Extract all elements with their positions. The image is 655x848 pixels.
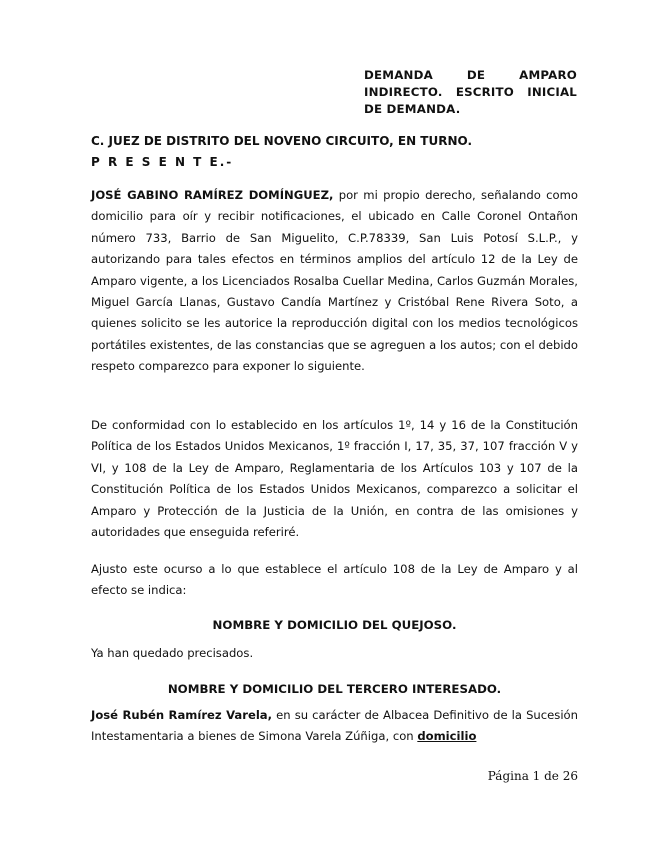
- section-heading-quejoso: NOMBRE Y DOMICILIO DEL QUEJOSO.: [212, 618, 457, 632]
- complainant-name: JOSÉ GABINO RAMÍREZ DOMÍNGUEZ,: [91, 188, 334, 202]
- section-text-quejoso: Ya han quedado precisados.: [91, 646, 254, 660]
- domicilio-underlined: domicilio: [417, 729, 477, 744]
- addressee-line: C. JUEZ DE DISTRITO DEL NOVENO CIRCUITO, EN TURNO.: [91, 134, 473, 148]
- document-title: DEMANDA DE AMPARO INDIRECTO. ESCRITO INICIAL DE DEMANDA.: [364, 68, 577, 116]
- legal-basis-paragraph: De conformidad con lo establecido en los artículos 1º, 14 y 16 de la Constitución Política de los Estados Unidos Mexicanos, 1º fracción I, 17, 35, 37, 107 fracción V y VI, y 108 de la Ley de Amparo, Reglamentaria de los Artículos 103 y 107 de la Constitución Política de los Estados Unidos Mexicanos, comparezco a solicitar el Amparo y Protección de la Justicia de la Unión, en contra de las omisiones y autoridades que enseguida referiré.: [91, 418, 578, 540]
- presente-line: P R E S E N T E.-: [91, 155, 234, 169]
- adjustment-paragraph: Ajusto este ocurso a lo que establece el artículo 108 de la Ley de Amparo y al efecto se indica:: [91, 562, 578, 598]
- intro-text: por mi propio derecho, señalando como domicilio para oír y recibir notificaciones, el ubicado en Calle Coronel Ontañon número 733, Barrio de San Miguelito, C.P.78339, San Luis Potosí S.L.P., y autorizando para tales efectos en términos amplios del artículo 12 de la Ley de Amparo vigente, a los Licenciados Rosalba Cuellar Medina, Carlos Guzmán Morales, Miguel García Llanas, Gustavo Candía Martínez y Cristóbal Rene Rivera Soto, a quienes solicito se les autorice la reproducción digital con los medios tecnológicos portátiles existentes, de las constancias que se agreguen a los autos; con el debido respeto comparezco para exponer lo siguiente.: [91, 188, 578, 374]
- intro-paragraph: [91, 185, 578, 378]
- third-party-name: José Rubén Ramírez Varela,: [91, 708, 273, 722]
- page-number: Página 1 de 26: [487, 769, 578, 783]
- third-party-text: en su carácter de Albacea Definitivo de la Sucesión Intestamentaria a bienes de Simona Varela Zúñiga, con: [91, 708, 578, 744]
- third-party-paragraph: [91, 705, 578, 748]
- section-heading-tercero: NOMBRE Y DOMICILIO DEL TERCERO INTERESADO.: [167, 682, 502, 696]
